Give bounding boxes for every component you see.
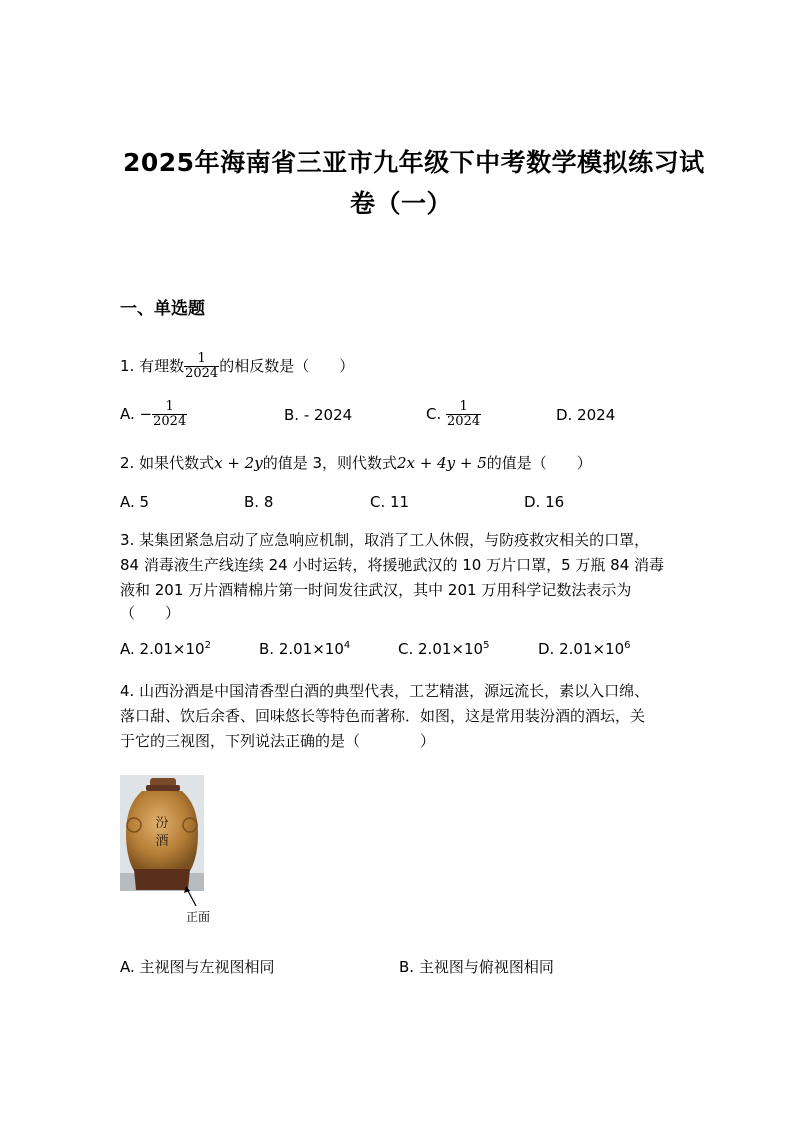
question-4-line-3: 于它的三视图，下列说法正确的是（ ） <box>120 732 436 750</box>
option-label: A. <box>120 405 135 423</box>
question-2-suffix: 的值是（ ） <box>486 454 592 472</box>
q2-option-a[interactable]: A. 5 <box>120 493 150 511</box>
option-text: C. 2.01×10 <box>398 640 484 658</box>
q3-option-d[interactable] <box>538 640 631 658</box>
q3-option-b[interactable] <box>259 640 350 658</box>
fraction-denominator: 2024 <box>447 414 481 429</box>
q2-option-d[interactable]: D. 16 <box>524 493 565 511</box>
question-1 <box>120 352 354 381</box>
q4-option-b[interactable]: B. 主视图与俯视图相同 <box>399 958 554 976</box>
question-3-line-3: 液和 201 万片酒精棉片第一时间发往武汉，其中 201 万用科学记数法表示为 <box>120 581 632 599</box>
fraction-numerator: 1 <box>197 351 206 366</box>
option-text: B. 2.01×10 <box>259 640 344 658</box>
question-1-fraction <box>184 352 219 381</box>
question-3-line-2: 84 消毒液生产线连续 24 小时运转，将援驰武汉的 10 万片口罩，5 万瓶 84 消毒 <box>120 556 665 574</box>
page-title-line2: 卷（一） <box>350 189 453 218</box>
q1-option-c-fraction <box>446 400 481 429</box>
exponent: 2 <box>204 640 211 651</box>
fraction-numerator: 1 <box>165 399 174 414</box>
q1-option-b[interactable]: B. - 2024 <box>284 406 353 424</box>
question-4-line-1: 4. 山西汾酒是中国清香型白酒的典型代表，工艺精湛，源远流长，素以入口绵、 <box>120 682 650 700</box>
q2-option-c[interactable]: C. 11 <box>370 493 410 511</box>
question-2-middle: 的值是 3，则代数式 <box>262 454 397 472</box>
expression-2: 2x + 4y + 5 <box>397 454 487 472</box>
question-2-prefix: 2. 如果代数式 <box>120 454 215 472</box>
wine-jar-figure <box>120 775 210 925</box>
question-2 <box>120 450 592 476</box>
option-text: D. 2.01×10 <box>538 640 625 658</box>
q2-option-b[interactable]: B. 8 <box>244 493 274 511</box>
fraction-denominator: 2024 <box>185 366 219 381</box>
question-1-suffix: 的相反数是（ ） <box>219 357 355 375</box>
page-title-line1: 2025年海南省三亚市九年级下中考数学模拟练习试 <box>123 148 705 177</box>
jar-label-fen: 汾 <box>155 816 169 831</box>
jar-label-jiu: 酒 <box>155 834 169 849</box>
question-3-line-1: 3. 某集团紧急启动了应急响应机制，取消了工人休假，与防疫救灾相关的口罩， <box>120 531 650 549</box>
exponent: 4 <box>343 640 351 651</box>
front-caption: 正面 <box>186 910 210 924</box>
fraction-numerator: 1 <box>459 399 468 414</box>
q4-option-a[interactable]: A. 主视图与左视图相同 <box>120 958 275 976</box>
option-text: A. 2.01×10 <box>120 640 205 658</box>
q3-option-a[interactable] <box>120 640 211 658</box>
jar-base <box>134 869 190 890</box>
minus-sign: − <box>139 405 153 423</box>
exponent: 5 <box>483 640 490 651</box>
question-3-line-4: （ ） <box>120 604 181 622</box>
q3-option-c[interactable] <box>398 640 489 658</box>
q1-option-a[interactable] <box>120 400 187 429</box>
question-4-line-2: 落口甜、饮后余香、回味悠长等特色而著称．如图，这是常用装汾酒的酒坛，关 <box>120 707 646 725</box>
wine-jar-illustration <box>120 775 210 925</box>
q1-option-a-fraction <box>152 400 187 429</box>
section-heading-single-choice: 一、单选题 <box>120 299 205 319</box>
q1-option-d[interactable]: D. 2024 <box>556 406 616 424</box>
question-1-prefix: 1. 有理数 <box>120 357 185 375</box>
q1-option-c[interactable] <box>426 400 481 429</box>
fraction-denominator: 2024 <box>153 414 187 429</box>
option-label: C. <box>426 405 442 423</box>
expression-1: x + 2y <box>214 454 263 472</box>
exponent: 6 <box>624 640 631 651</box>
